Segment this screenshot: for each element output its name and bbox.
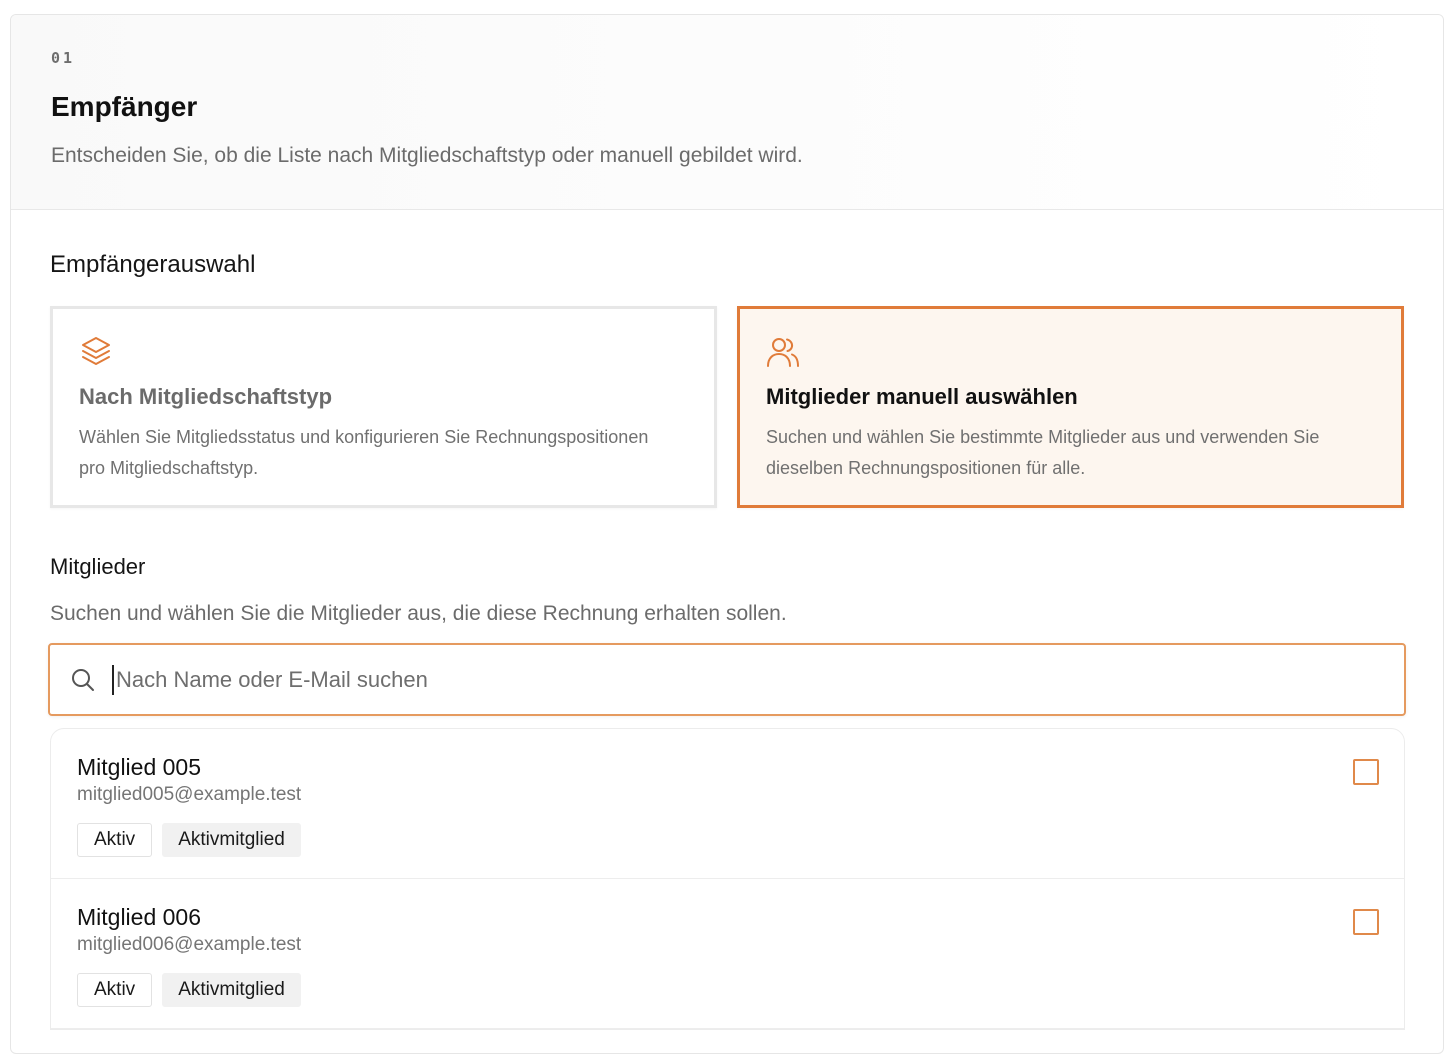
member-list: [50, 728, 1405, 1030]
users-icon: [766, 335, 800, 369]
member-name: Mitglied 005: [77, 754, 202, 780]
option-title: Mitglieder manuell auswählen: [766, 384, 1078, 409]
member-email: mitglied006@example.test: [77, 934, 302, 955]
member-email: mitglied005@example.test: [77, 784, 302, 805]
recipients-step-card: [10, 14, 1444, 1054]
option-manual-selection[interactable]: [737, 306, 1404, 508]
recipient-selection-options: [50, 306, 1404, 508]
member-badges: [77, 823, 1378, 857]
layers-icon: [79, 335, 113, 369]
member-row[interactable]: [51, 729, 1404, 879]
members-description: Suchen und wählen Sie die Mitglieder aus, die diese Rechnung erhalten sollen.: [50, 602, 787, 625]
step-body: [11, 210, 1443, 1030]
members-heading: Mitglieder: [50, 554, 146, 579]
recipient-selection-heading: Empfängerauswahl: [50, 251, 256, 278]
option-description: Suchen und wählen Sie bestimmte Mitglieder aus und verwenden Sie dieselben Rechnungspositionen für alle.: [766, 427, 1320, 478]
search-icon: [70, 667, 96, 693]
status-badge: Aktiv: [77, 973, 152, 1007]
step-title: Empfänger: [51, 91, 198, 122]
step-header: [11, 15, 1443, 210]
option-title: Nach Mitgliedschaftstyp: [79, 384, 333, 409]
membership-type-badge: Aktivmitglied: [162, 823, 301, 857]
step-description: Entscheiden Sie, ob die Liste nach Mitgliedschaftstyp oder manuell gebildet wird.: [51, 144, 803, 167]
member-row[interactable]: [51, 879, 1404, 1029]
step-number: 01: [51, 49, 76, 67]
member-badges: [77, 973, 1378, 1007]
option-description: Wählen Sie Mitgliedsstatus und konfigurieren Sie Rechnungspositionen pro Mitgliedschaftstyp.: [79, 427, 649, 478]
member-search-box[interactable]: [48, 643, 1406, 716]
membership-type-badge: Aktivmitglied: [162, 973, 301, 1007]
member-select-checkbox[interactable]: [1353, 759, 1379, 785]
member-select-checkbox[interactable]: [1353, 909, 1379, 935]
option-by-membership-type[interactable]: [50, 306, 717, 508]
status-badge: Aktiv: [77, 823, 152, 857]
member-name: Mitglied 006: [77, 904, 202, 930]
member-search-input[interactable]: [112, 665, 1312, 695]
